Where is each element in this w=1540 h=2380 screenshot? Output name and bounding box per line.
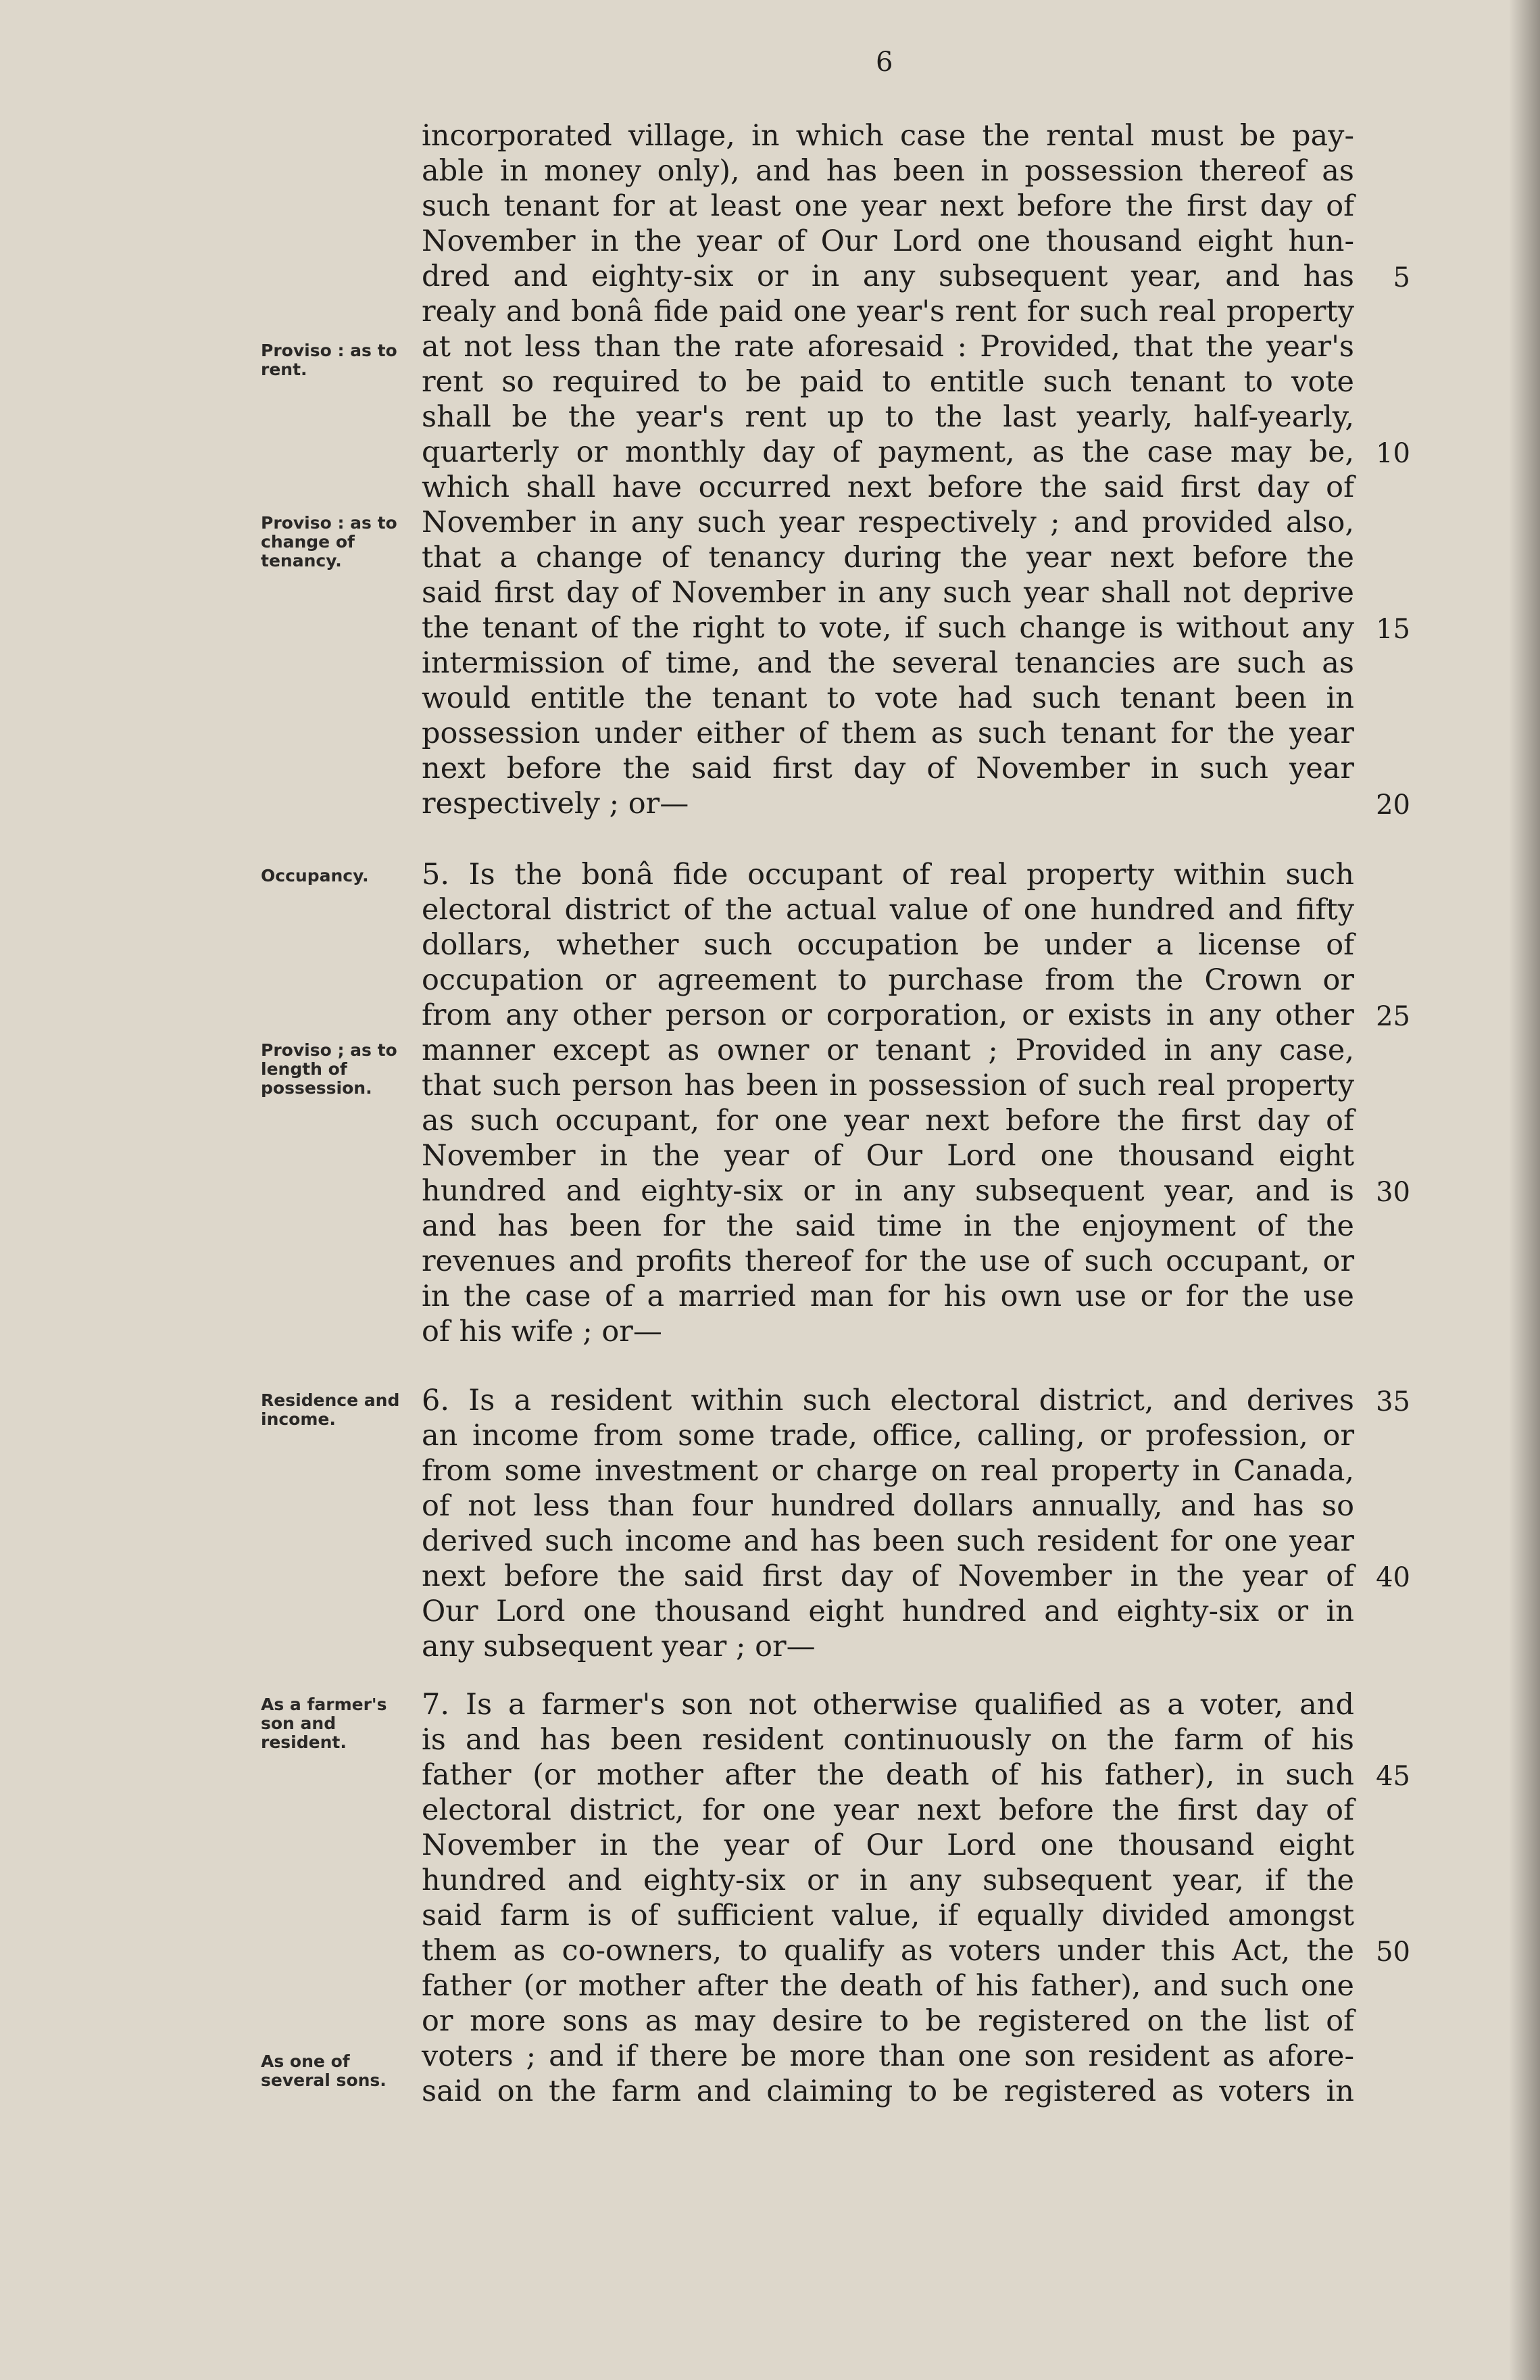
text-line: 5. Is the bonâ fide occupant of real property within such xyxy=(422,858,1354,892)
text-line: November in the year of Our Lord one thousand eight xyxy=(422,1139,1354,1173)
text-line: possession under either of them as such tenant for the year xyxy=(422,717,1354,750)
text-line: such tenant for at least one year next before the first day of xyxy=(422,189,1354,223)
text-line: realy and bonâ fide paid one year's rent for such real property xyxy=(422,295,1354,329)
text-line: quarterly or monthly day of payment, as the case may be, xyxy=(422,435,1354,469)
text-line: that such person has been in possession of such real property xyxy=(422,1069,1354,1102)
text-line: 6. Is a resident within such electoral district, and derives xyxy=(422,1384,1354,1417)
text-line: intermission of time, and the several tenancies are such as xyxy=(422,646,1354,680)
text-line: electoral district of the actual value of one hundred and fifty xyxy=(422,893,1354,927)
line-number: 20 xyxy=(1376,790,1410,821)
text-line: father (or mother after the death of his father), in such xyxy=(422,1758,1354,1792)
line-number: 15 xyxy=(1376,614,1410,645)
line-number: 40 xyxy=(1376,1562,1410,1593)
text-line: and has been for the said time in the enjoyment of the xyxy=(422,1209,1354,1243)
text-line: derived such income and has been such resident for one year xyxy=(422,1524,1354,1558)
line-number: 35 xyxy=(1376,1386,1410,1417)
text-line: an income from some trade, office, calling, or profession, or xyxy=(422,1419,1354,1453)
text-line: dollars, whether such occupation be under a license of xyxy=(422,928,1354,962)
text-line: respectively ; or— xyxy=(422,787,689,821)
margin-note-proviso-length-of-possession: Proviso ; as to length of possession. xyxy=(261,1040,397,1098)
text-line: said farm is of sufficient value, if equally divided amongst xyxy=(422,1899,1354,1933)
text-line: incorporated village, in which case the rental must be pay- xyxy=(422,119,1354,153)
text-line: shall be the year's rent up to the last yearly, half-yearly, xyxy=(422,400,1354,434)
text-line: which shall have occurred next before the said first day of xyxy=(422,470,1354,504)
text-line: in the case of a married man for his own use or for the use xyxy=(422,1280,1354,1313)
text-line: electoral district, for one year next before the first day of xyxy=(422,1793,1354,1827)
text-line: is and has been resident continuously on the farm of his xyxy=(422,1723,1354,1757)
text-line: from any other person or corporation, or exists in any other xyxy=(422,998,1354,1032)
margin-note-residence-income: Residence and income. xyxy=(261,1390,400,1429)
text-line: 7. Is a farmer's son not otherwise qualified as a voter, and xyxy=(422,1688,1354,1722)
text-line: November in the year of Our Lord one thousand eight xyxy=(422,1828,1354,1862)
text-line: Our Lord one thousand eight hundred and eighty-six or in xyxy=(422,1595,1354,1628)
text-line: from some investment or charge on real property in Canada, xyxy=(422,1454,1354,1488)
text-line: the tenant of the right to vote, if such change is without any xyxy=(422,611,1354,645)
margin-note-proviso-change-of-tenancy: Proviso : as to change of tenancy. xyxy=(261,513,397,570)
text-line: voters ; and if there be more than one son resident as afore- xyxy=(422,2039,1354,2073)
text-line: rent so required to be paid to entitle such tenant to vote xyxy=(422,365,1354,399)
text-line: hundred and eighty-six or in any subsequent year, if the xyxy=(422,1864,1354,1897)
text-line: dred and eighty-six or in any subsequent year, and has xyxy=(422,260,1354,293)
text-line: father (or mother after the death of his father), and such one xyxy=(422,1969,1354,2003)
text-line: at not less than the rate aforesaid : Provided, that the year's xyxy=(422,330,1354,364)
text-line: manner except as owner or tenant ; Provided in any case, xyxy=(422,1034,1354,1067)
line-number: 25 xyxy=(1376,1001,1410,1032)
text-line: any subsequent year ; or— xyxy=(422,1630,816,1663)
text-line: said on the farm and claiming to be registered as voters in xyxy=(422,2074,1354,2108)
text-line: next before the said first day of November in such year xyxy=(422,752,1354,785)
page-edge-shadow xyxy=(1509,0,1540,2380)
margin-note-proviso-rent: Proviso : as to rent. xyxy=(261,341,397,379)
text-line: November in the year of Our Lord one thousand eight hun- xyxy=(422,224,1354,258)
margin-note-farmers-son: As a farmer's son and resident. xyxy=(261,1695,387,1752)
margin-note-occupancy: Occupancy. xyxy=(261,866,369,885)
text-line: said first day of November in any such year shall not deprive xyxy=(422,576,1354,610)
text-line: hundred and eighty-six or in any subsequent year, and is xyxy=(422,1174,1354,1208)
text-line: would entitle the tenant to vote had such tenant been in xyxy=(422,681,1354,715)
text-line: that a change of tenancy during the year next before the xyxy=(422,541,1354,575)
line-number: 30 xyxy=(1376,1177,1410,1208)
page-number: 6 xyxy=(876,47,893,78)
text-line: of his wife ; or— xyxy=(422,1315,662,1349)
text-line: next before the said first day of November in the year of xyxy=(422,1559,1354,1593)
line-number: 45 xyxy=(1376,1761,1410,1792)
text-line: as such occupant, for one year next before the first day of xyxy=(422,1104,1354,1138)
text-line: of not less than four hundred dollars annually, and has so xyxy=(422,1489,1354,1523)
line-number: 10 xyxy=(1376,438,1410,469)
text-line: November in any such year respectively ; and provided also, xyxy=(422,506,1354,539)
text-line: them as co-owners, to qualify as voters under this Act, the xyxy=(422,1934,1354,1968)
text-line: revenues and profits thereof for the use of such occupant, or xyxy=(422,1244,1354,1278)
text-line: or more sons as may desire to be registered on the list of xyxy=(422,2004,1354,2038)
margin-note-one-of-several-sons: As one of several sons. xyxy=(261,2051,387,2090)
text-line: able in money only), and has been in possession thereof as xyxy=(422,154,1354,188)
line-number: 50 xyxy=(1376,1937,1410,1968)
line-number: 5 xyxy=(1393,262,1410,293)
text-line: occupation or agreement to purchase from the Crown or xyxy=(422,963,1354,997)
